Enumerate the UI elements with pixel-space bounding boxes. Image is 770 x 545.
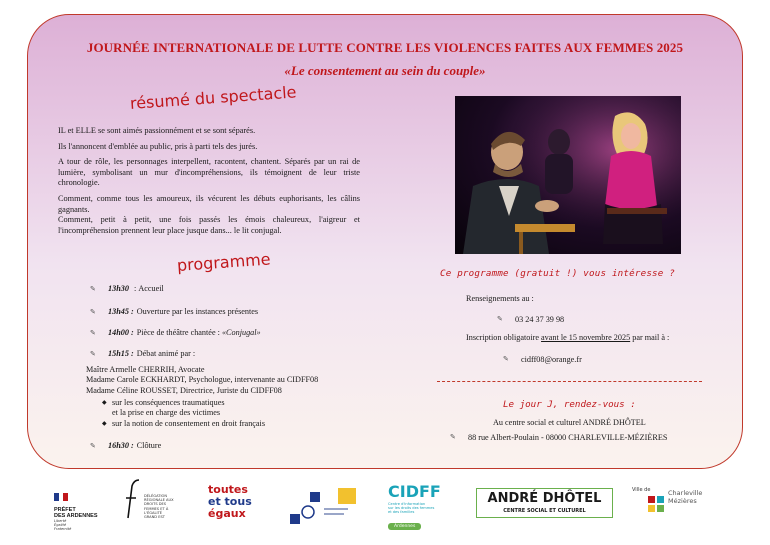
resume-paragraph: Comment, comme tous les amoureux, ils vécurent les débuts euphorisants, les câlins gagnants. bbox=[58, 193, 360, 214]
delegation-line: L'ÉGALITÉ bbox=[144, 510, 163, 515]
resume-paragraph: Ils l'annoncent d'emblée au public, pris à parti tels des jurés. bbox=[58, 141, 258, 151]
cidff-caption: et des familles bbox=[388, 510, 415, 514]
andre-dhotel-logo bbox=[476, 488, 613, 518]
toutes-line: égaux bbox=[208, 507, 246, 520]
ville-emblem-icon bbox=[646, 494, 666, 514]
phone-number: 03 24 37 39 98 bbox=[515, 315, 565, 324]
delegation-line: DÉLÉGATION bbox=[144, 494, 168, 498]
ville-prefix: Ville de bbox=[632, 487, 651, 493]
delegation-line: RÉGIONALE AUX bbox=[144, 498, 174, 503]
bullet-icon: ◆ bbox=[102, 399, 107, 406]
venue-heading: Le jour J, rendez-vous : bbox=[503, 399, 636, 410]
programme-item-closing bbox=[90, 441, 161, 450]
programme-time: 16h30 : bbox=[108, 441, 134, 450]
topic-line: et la prise en charge des victimes bbox=[112, 408, 221, 418]
venue-address-row bbox=[450, 433, 667, 442]
resume-paragraph: Comment, petit à petit, une fois passés les émois chaleureux, l'aigreur et l'incompréhension prennent leur place jusque dans... le lit conjugal. bbox=[58, 215, 360, 235]
inscription-suffix: par mail à : bbox=[630, 333, 670, 342]
programme-time: 15h15 : bbox=[108, 349, 134, 358]
topic-list bbox=[102, 398, 266, 429]
resume-paragraph: IL et ELLE se sont aimés passionnément et se sont séparés. bbox=[58, 126, 256, 135]
speaker: Madame Céline ROUSSET, Directrice, Juriste du CIDFF08 bbox=[86, 385, 282, 395]
pin-icon: ✎ bbox=[90, 284, 96, 293]
resume-paragraph: A tour de rôle, les personnages interpellent, racontent, chantent. Séparés par un rai de lumière, symbolisant un mur d'incompréhensions, ils témoignent de leur triste chronologie. bbox=[58, 157, 360, 188]
inscription-deadline: avant le 15 novembre 2025 bbox=[541, 333, 631, 342]
prefet-motto: Fraternité bbox=[54, 527, 72, 531]
topic-line: sur la notion de consentement en droit français bbox=[112, 418, 266, 428]
pin-icon: ✎ bbox=[90, 349, 96, 358]
cidff-caption: sur les droits des femmes bbox=[388, 506, 435, 510]
prefet-line1: PRÉFET bbox=[54, 507, 76, 513]
inscription-prefix: Inscription obligatoire bbox=[466, 333, 542, 342]
phone-row bbox=[497, 315, 564, 324]
programme-heading: programme bbox=[176, 249, 272, 275]
prefet-motto: Égalité bbox=[54, 523, 67, 527]
delegation-logo bbox=[118, 478, 178, 528]
speaker-list bbox=[86, 365, 318, 396]
speaker: Madame Carole ECKHARDT, Psychologue, intervenante au CIDFF08 bbox=[86, 375, 319, 385]
email-row bbox=[503, 355, 582, 364]
pin-icon: ✎ bbox=[90, 441, 96, 450]
delegation-line: DROITS DES bbox=[144, 502, 167, 507]
ville-logo bbox=[632, 486, 712, 520]
play-title: «Conjugal» bbox=[221, 328, 261, 337]
bullet-icon: ◆ bbox=[102, 419, 107, 427]
pin-icon: ✎ bbox=[497, 315, 503, 323]
cidff-name: CIDFF bbox=[388, 482, 441, 501]
cidff-caption: Centre d'information bbox=[388, 502, 426, 506]
programme-text: Débat animé par : bbox=[136, 349, 196, 358]
topic-line: sur les conséquences traumatiques bbox=[112, 398, 225, 407]
email-address[interactable]: cidff08@orange.fr bbox=[521, 355, 582, 364]
programme-item bbox=[90, 307, 258, 316]
programme-time: 14h00 : bbox=[108, 328, 134, 337]
prefet-motto: Liberté bbox=[54, 519, 67, 523]
delegation-line: FEMMES ET À bbox=[144, 506, 169, 511]
delegation-f-icon bbox=[118, 478, 140, 522]
ville-name: Charleville bbox=[668, 489, 703, 497]
pin-icon: ✎ bbox=[90, 307, 96, 316]
venue-name: Au centre social et culturel ANDRÉ DHÔTEL bbox=[493, 418, 646, 427]
programme-item bbox=[90, 284, 164, 293]
cidff-logo bbox=[388, 484, 458, 532]
ville-name: Mézières bbox=[668, 496, 697, 505]
prefet-line2: DES ARDENNES bbox=[54, 513, 98, 519]
programme-sep: : bbox=[131, 284, 139, 293]
emblem-icon bbox=[288, 488, 360, 526]
prefet-logo bbox=[54, 488, 104, 531]
pin-icon: ✎ bbox=[450, 433, 456, 441]
toutes-line: et tous bbox=[208, 495, 252, 508]
cidff-badge: Ardennes bbox=[388, 523, 421, 530]
programme-item bbox=[90, 328, 261, 337]
delegation-line: GRAND EST bbox=[144, 515, 165, 520]
resume-text bbox=[58, 126, 360, 241]
toutes-line: toutes bbox=[208, 483, 248, 496]
page-subtitle: «Le consentement au sein du couple» bbox=[284, 63, 486, 78]
partner-emblem-logo bbox=[288, 488, 360, 526]
pin-icon: ✎ bbox=[503, 355, 509, 363]
contact-heading: Ce programme (gratuit !) vous intéresse ? bbox=[440, 268, 675, 279]
andre-caption: CENTRE SOCIAL ET CULTUREL bbox=[503, 508, 586, 514]
venue-address: 88 rue Albert-Poulain - 08000 CHARLEVILLE-MÉZIÈRES bbox=[468, 433, 668, 442]
topic-item bbox=[102, 418, 266, 429]
inscription-line bbox=[466, 333, 669, 342]
programme-time: 13h30 bbox=[108, 284, 129, 293]
section-divider bbox=[437, 381, 702, 382]
programme-item bbox=[90, 349, 195, 358]
programme-time: 13h45 : bbox=[108, 307, 134, 316]
speaker: Maître Armelle CHERRIH, Avocate bbox=[86, 365, 205, 374]
partner-logos bbox=[0, 474, 770, 545]
resume-heading: résumé du spectacle bbox=[129, 82, 298, 113]
page-title: JOURNÉE INTERNATIONALE DE LUTTE CONTRE LES VIOLENCES FAITES AUX FEMMES 2025 bbox=[86, 40, 684, 55]
programme-text: Ouverture par les instances présentes bbox=[136, 307, 259, 316]
programme-text: Accueil bbox=[138, 284, 164, 293]
pin-icon: ✎ bbox=[90, 328, 96, 337]
topic-item bbox=[102, 398, 265, 419]
toutes-logo bbox=[208, 484, 252, 520]
marianne-icon bbox=[54, 493, 68, 501]
stage-photo bbox=[455, 96, 681, 254]
info-label: Renseignements au : bbox=[466, 294, 534, 303]
programme-text: Pièce de théâtre chantée : bbox=[136, 328, 222, 337]
programme-text: Clôture bbox=[136, 441, 162, 450]
andre-title: ANDRÉ DHÔTEL bbox=[487, 491, 602, 506]
